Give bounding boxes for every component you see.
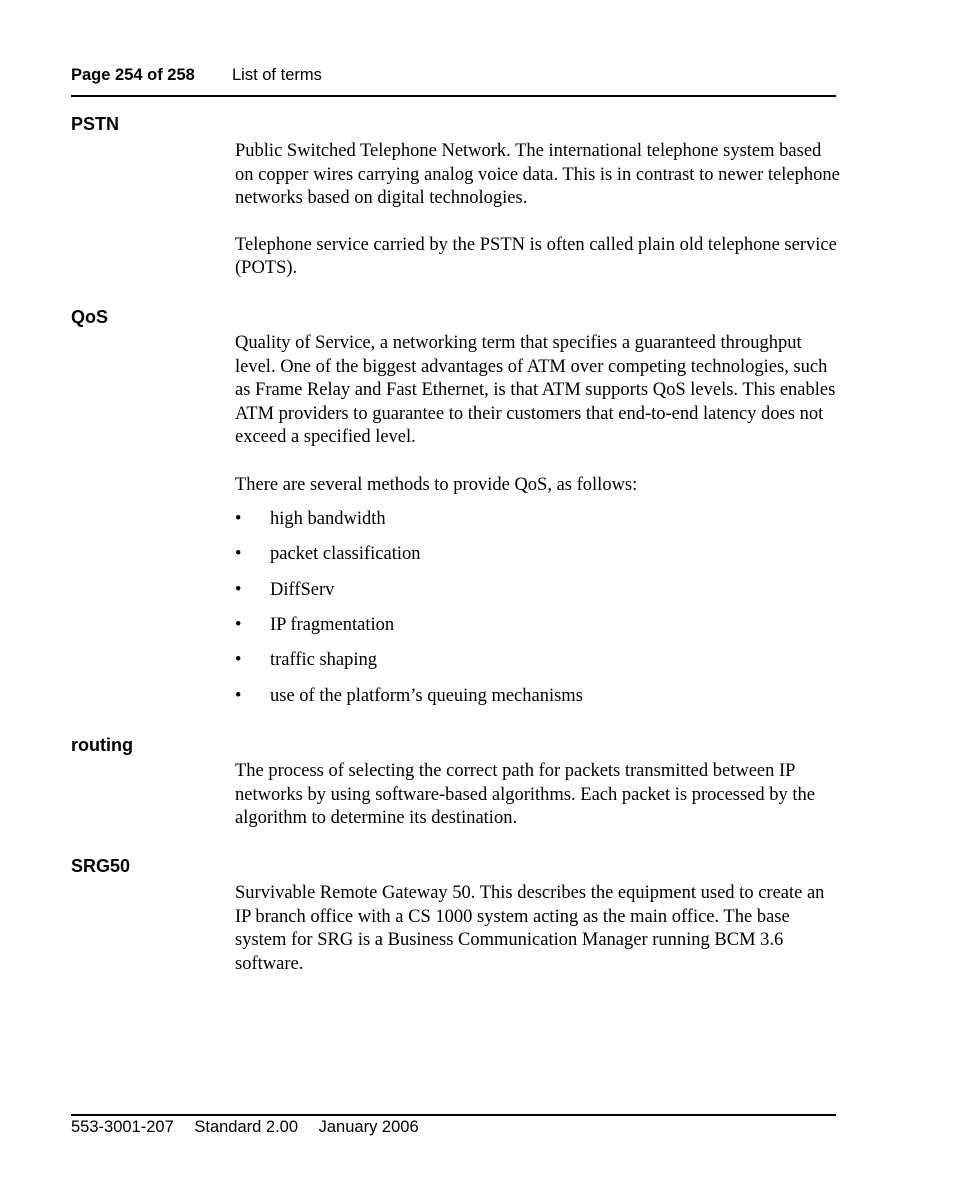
list-item-text: IP fragmentation: [270, 615, 395, 635]
bullet-marker: •: [235, 650, 242, 670]
list-item-text: use of the platform’s queuing mechanisms: [270, 686, 583, 706]
list-item-text: high bandwidth: [270, 509, 386, 529]
page-number: Page 254 of 258: [71, 66, 195, 84]
term-routing: routing: [71, 735, 133, 755]
list-item-text: packet classification: [270, 544, 421, 564]
definition-routing: [235, 760, 840, 831]
bullet-marker: •: [235, 544, 242, 564]
definition-paragraph: Survivable Remote Gateway 50. This describes the equipment used to create an IP branch office with a CS 1000 system acting as the main office. The base system for SRG is a Business Communication Manager running BCM 3.6 software.: [235, 883, 825, 974]
bullet-marker: •: [235, 615, 242, 635]
definition-qos: [235, 332, 840, 497]
list-item-text: traffic shaping: [270, 650, 378, 670]
document-number: 553-3001-207: [71, 1118, 174, 1136]
bullet-marker: •: [235, 580, 242, 600]
list-item-text: DiffServ: [270, 580, 335, 600]
bullet-marker: •: [235, 686, 242, 706]
term-pstn: PSTN: [71, 114, 120, 134]
definition-pstn: [235, 140, 840, 281]
definition-srg50: [235, 882, 840, 976]
section-title: List of terms: [232, 66, 322, 84]
footer-rule: [71, 1114, 836, 1116]
term-qos: QoS: [71, 307, 109, 327]
term-srg50: SRG50: [71, 856, 131, 876]
bullet-marker: •: [235, 509, 242, 529]
header-rule: [71, 95, 836, 97]
document-standard: Standard 2.00: [194, 1118, 299, 1136]
definition-paragraph: There are several methods to provide QoS, as follows:: [235, 474, 638, 495]
page-footer: [71, 1118, 435, 1137]
document-date: January 2006: [318, 1118, 419, 1136]
definition-paragraph: Quality of Service, a networking term that specifies a guaranteed throughput level. One of the biggest advantages of ATM over competing technologies, such as Frame Relay and Fast Ethernet, is that ATM supports QoS levels. This enables ATM providers to guarantee to their customers that end-to-end latency does not exceed a specified level.: [235, 333, 836, 447]
page-header: [71, 66, 836, 96]
definition-paragraph: The process of selecting the correct path for packets transmitted between IP networks by using software-based algorithms. Each packet is processed by the algorithm to determine its destination.: [235, 761, 816, 828]
definition-paragraph: Telephone service carried by the PSTN is often called plain old telephone service (POTS).: [235, 234, 837, 278]
definition-paragraph: Public Switched Telephone Network. The international telephone system based on copper wires carrying analog voice data. This is in contrast to newer telephone networks based on digital technologies.: [235, 141, 840, 208]
